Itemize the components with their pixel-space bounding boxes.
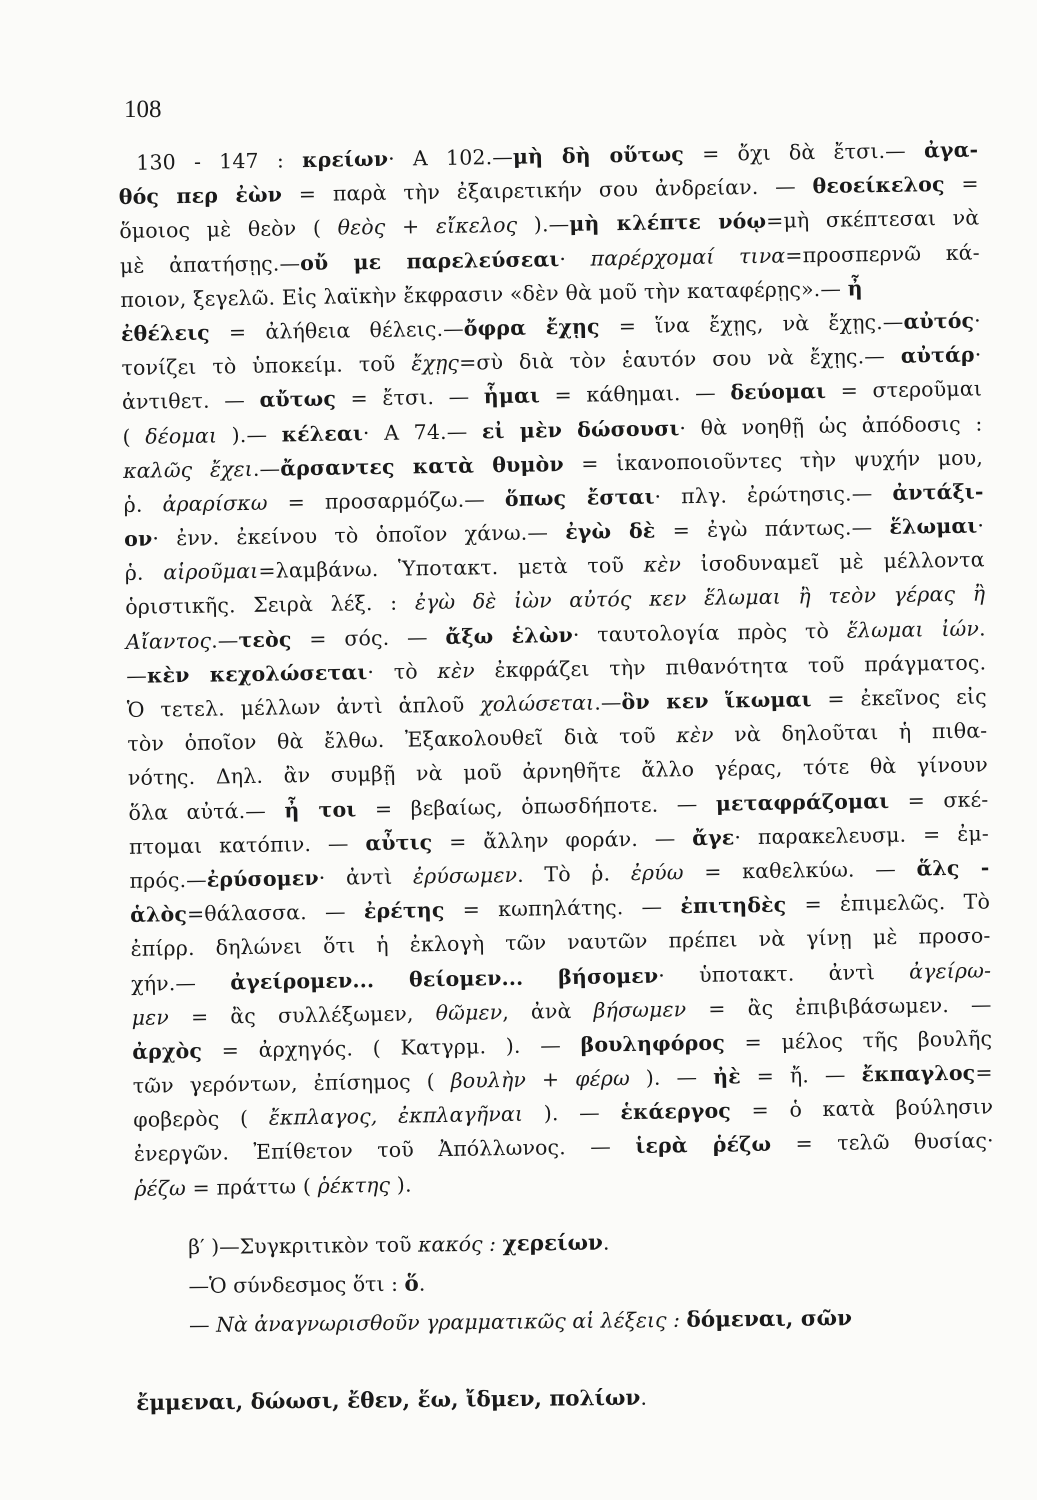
italic-term: θῶμεν — [435, 999, 503, 1025]
lemma-term: ἔκπαγλος — [861, 1060, 976, 1087]
lemma-term: ἐθέλεις — [120, 320, 211, 346]
text-run: ἐπίρρ. δηλώνει ὅτι ἡ ἐκλογὴ τῶν ναυτῶν πρέπει νὰ γίνῃ μὲ προσο- — [130, 923, 991, 962]
lemma-term: κὲν κεχολώσεται — [146, 659, 368, 688]
lemma-term: ον — [123, 526, 153, 552]
text-run: · — [559, 246, 591, 271]
text-run: = προσαρμόζω.— — [267, 486, 506, 515]
text-run: · παρακελευσμ. = ἐμ- — [734, 821, 990, 850]
text-run: =προσπερνῶ κά- — [785, 240, 980, 268]
text-run: = ἐπιμελῶς. Τὸ — [786, 889, 991, 917]
lemma-term: αὖτις — [365, 829, 433, 855]
text-run: · Α 74.— — [362, 418, 483, 445]
exercise-notes-continuation — [136, 1378, 896, 1421]
text-run: . — [640, 1385, 648, 1410]
italic-term: ἔχῃς — [411, 350, 460, 376]
text-run: πρός.— — [129, 867, 207, 893]
text-run: 130 - 147 : — [136, 148, 303, 175]
text-run: φοβερὸς ( — [133, 1106, 269, 1133]
lemma-term: δόμεναι, σῶν — [686, 1306, 853, 1333]
lemma-term: ἐγὼ δὲ — [565, 518, 656, 545]
text-run: τὸν ὁποῖον θὰ ἔλθω. Ἐξακολουθεῖ διὰ τοῦ — [127, 723, 677, 757]
text-run: =λαμβάνω. Ὑποτακτ. μετὰ τοῦ — [258, 553, 644, 584]
italic-term: κακός : — [417, 1231, 497, 1257]
text-run: ὅλα αὐτά.— — [128, 798, 285, 825]
lemma-term: ἅλς - — [916, 855, 990, 881]
text-run: · — [974, 342, 982, 367]
lemma-term: ἐρύσομεν — [206, 865, 319, 892]
text-run: — — [126, 663, 148, 688]
lemma-term: ἄγε — [691, 825, 735, 850]
lemma-term: ἀγα- — [923, 137, 979, 163]
text-run: ). — — [522, 1100, 621, 1127]
text-run: = ἂς συλλέξωμεν, — [168, 1000, 436, 1029]
text-run: · ἐνν. ἐκείνου τὸ ὁποῖον χάνω.— — [152, 520, 566, 551]
lemma-term: ἁλὸς — [129, 902, 188, 928]
text-run: .— — [594, 690, 622, 715]
text-run: = τελῶ θυσίας· — [770, 1128, 994, 1157]
text-run: = — [975, 1060, 993, 1085]
text-run: χήν.— — [130, 969, 231, 996]
text-run: ὁριστικῆς. Σειρὰ λέξ. : — [125, 590, 416, 620]
lemma-term: βουληφόρος — [580, 1030, 726, 1057]
lemma-term: μεταφράζομαι — [715, 788, 890, 816]
lemma-term: δεύομαι — [730, 379, 827, 405]
lemma-term: ὄφρα ἔχῃς — [463, 314, 600, 341]
text-run: = πράττω ( — [185, 1173, 318, 1200]
lemma-term: ἐπιτηδὲς — [680, 892, 787, 919]
italic-term: καλῶς ἔχει — [122, 456, 254, 483]
lemma-term: ἑκάεργος — [620, 1098, 732, 1125]
italic-term: κὲν — [437, 658, 475, 683]
text-run: τονίζει τὸ ὑποκείμ. τοῦ — [121, 351, 412, 381]
text-run: · τὸ — [367, 658, 438, 684]
italic-term: κὲν — [643, 552, 682, 578]
lemma-term: ὅ — [404, 1271, 419, 1297]
lemma-term: ἄξω ἑλὼν — [445, 622, 574, 649]
text-run: —Ὁ σύνδεσμος ὅτι : — [188, 1271, 405, 1298]
italic-term: ῥέκτης — [317, 1172, 391, 1198]
text-run: =θάλασσα. — — [186, 899, 365, 927]
text-run: · ὑποτακτ. ἀντὶ — [658, 959, 910, 988]
text-run: .— — [210, 627, 239, 653]
text-run: =σὺ διὰ τὸν ἑαυτόν σου νὰ ἔχῃς.— — [458, 343, 901, 375]
lemma-term: ἕλωμαι — [889, 513, 978, 539]
italic-term: Νὰ ἀναγνωρισθοῦν γραμματικῶς αἱ λέξεις : — [215, 1307, 681, 1337]
text-run: νότης. Δηλ. ἂν συμβῇ νὰ μοῦ ἀρνηθῆτε ἄλλο γέρας, τότε θὰ γίνουν — [127, 752, 989, 791]
italic-term: ἔκπλαγος, ἐκπλαγῆναι — [268, 1102, 524, 1131]
italic-term: κὲν — [676, 722, 714, 748]
text-run: = ὄχι δὰ ἔτσι.— — [683, 138, 925, 167]
lemma-term: μὴ κλέπτε νόῳ — [569, 209, 767, 237]
text-run: ὅμοιος μὲ θεὸν ( — [119, 215, 338, 244]
text-run: = ἄλλην φοράν. — — [432, 825, 693, 854]
lemma-term: ὅπως ἔσται — [504, 484, 655, 511]
text-run: τῶν γερόντων, ἐπίσημος ( — [132, 1068, 451, 1098]
lemma-term: οὔ με παρελεύσεαι — [299, 246, 560, 275]
italic-term: αἱροῦμαι — [163, 559, 259, 585]
text-run: — — [188, 1312, 217, 1337]
lemma-term: ἔμμεναι, δώωσι, ἔθεν, ἕω, ἴδμεν, πολίων — [136, 1385, 641, 1416]
commentary-body — [118, 132, 995, 1205]
text-run: · ταυτολογία πρὸς τὸ — [572, 618, 847, 647]
text-run: = κάθημαι. — — [539, 380, 731, 408]
text-run: πτομαι κατόπιν. — — [128, 830, 366, 859]
text-run: ῥ. — [123, 492, 163, 517]
lemma-term: αὐτός — [903, 308, 975, 334]
lemma-term: εἰ μὲν δώσουσι — [481, 415, 680, 443]
text-run: = σός. — — [291, 624, 446, 651]
lemma-term: ἠὲ — [712, 1064, 741, 1089]
italic-term: ἐρύσωμεν — [412, 862, 518, 889]
text-run: = βεβαίως, ὁπωσδήποτε. — — [356, 791, 717, 821]
italic-term: θεὸς + εἴκελος — [337, 213, 518, 240]
lemma-term: τεὸς — [238, 626, 292, 652]
text-run: μὲ ἀπατήσῃς.— — [119, 250, 301, 278]
lemma-term: ἄρσαντες κατὰ θυμὸν — [280, 451, 564, 481]
italic-term: ἀραρίσκω — [162, 490, 268, 517]
italic-term: ῥέζω — [134, 1175, 187, 1201]
lemma-term: ἀγείρομεν... θείομεν... βήσομεν — [230, 963, 659, 994]
lemma-term: αὐτάρ — [900, 342, 975, 368]
lemma-term: μὴ δὴ οὕτως — [512, 142, 685, 169]
text-run: · — [973, 308, 982, 333]
italic-term: χολώσεται — [480, 690, 595, 717]
text-run: = — [944, 171, 979, 197]
italic-term: δέομαι — [145, 422, 218, 449]
text-run: ἐκφράζει τὴν πιθανότητα τοῦ πράγματος. — [474, 650, 987, 683]
lemma-term: ὃν κεν ἵκωμαι — [621, 687, 812, 715]
exercise-notes — [188, 1220, 949, 1345]
lemma-term: ἀρχὸς — [132, 1038, 203, 1064]
lemma-term: ἐρέτης — [363, 898, 445, 924]
text-run: = ἤ. — — [740, 1062, 862, 1089]
lemma-term: κρείων — [301, 146, 389, 173]
text-run: = σκέ- — [888, 786, 989, 813]
text-run: . Τὸ ῥ. — [516, 860, 631, 887]
text-run: · πλγ. ἐρώτησις.— — [654, 480, 893, 509]
italic-term: ἐγὼ δὲ ἰὼν αὐτός κεν ἕλωμαι ἢ τεὸν γέρας ἢ — [414, 581, 986, 615]
text-run: = στεροῦμαι — [825, 376, 983, 404]
text-run: = καθελκύω. — — [683, 856, 917, 885]
text-run: · ἀντὶ — [318, 864, 414, 890]
text-run: ).— — [517, 212, 570, 238]
text-run: . — [978, 616, 986, 641]
italic-term: ἐρύω — [630, 860, 684, 885]
text-run: = κωπηλάτης. — — [444, 894, 681, 923]
text-run: · θὰ νοηθῇ ὡς ἀπόδοσις : — [679, 410, 983, 440]
lemma-term: χερείων — [502, 1230, 604, 1257]
lemma-term: κέλεαι — [281, 420, 364, 446]
italic-term: βουλὴν + φέρω — [450, 1066, 631, 1093]
text-run: ἀντιθετ. — — [121, 388, 260, 415]
lemma-term: ἱερὰ ῥέζω — [635, 1132, 772, 1159]
lemma-term: θεοείκελος — [812, 172, 945, 199]
text-run: νὰ δηλοῦται ἡ πιθα- — [713, 718, 988, 747]
text-run: = μέλος τῆς βουλῆς — [724, 1026, 993, 1055]
text-run: = ἐγὼ πάντως.— — [655, 514, 890, 543]
text-run: ).— — [216, 421, 282, 447]
text-run: ). — — [629, 1064, 714, 1091]
italic-term: Αἴαντος — [125, 628, 212, 654]
text-run: = ἂς ἐπιβιβάσωμεν. — — [686, 992, 992, 1021]
text-run: = παρὰ τὴν ἐξαιρετικήν σου ἀνδρείαν. — — [281, 174, 813, 207]
text-run: , ἀνὰ — [502, 998, 594, 1024]
lemma-term: αὔτως — [259, 386, 337, 413]
text-run: = ὁ κατὰ βούλησιν — [730, 1094, 994, 1123]
lemma-term: θός περ ἐὼν — [118, 182, 283, 210]
text-run: Ὁ τετελ. μέλλων ἀντὶ ἁπλοῦ — [126, 692, 481, 722]
text-run: ἐνεργῶν. Ἐπίθετον τοῦ Ἀπόλλωνος. — — [133, 1134, 636, 1167]
text-run: = ἱκανοποιοῦντες τὴν ψυχήν μου, — [563, 445, 984, 476]
text-run: .— — [252, 456, 281, 481]
italic-term: ἕλωμαι ἰών — [846, 616, 980, 643]
lemma-term: ἀντάξι- — [892, 479, 984, 505]
lemma-term: ἦ — [847, 276, 863, 301]
page-number: 108 — [124, 96, 162, 123]
text-run: = ἔτσι. — — [335, 384, 484, 411]
text-run: = ἐκεῖνος εἰς — [811, 684, 987, 712]
italic-term: παρέρχομαί τινα — [590, 243, 786, 271]
italic-term: βήσωμεν — [593, 996, 687, 1023]
text-run: =μὴ σκέπτεσαι νὰ — [765, 205, 980, 234]
text-run: . — [602, 1230, 610, 1255]
text-run: · Α 102.— — [387, 144, 514, 171]
text-run: β′ )—Συγκριτικὸν τοῦ — [188, 1232, 419, 1259]
text-run: ). — [389, 1172, 412, 1197]
lemma-term: ἦ τοι — [284, 796, 357, 823]
text-run: ( — [122, 424, 146, 449]
text-run: = ἵνα ἔχῃς, νὰ ἔχῃς.— — [599, 309, 904, 339]
italic-term: ἀγείρω- — [908, 957, 992, 984]
italic-term: μεν — [131, 1004, 170, 1030]
note-line — [189, 1298, 949, 1345]
text-run: ῥ. — [124, 560, 164, 586]
text-run: ποιον, ξεγελῶ. Εἰς λαϊκὴν ἔκφρασιν «δὲν θὰ μοῦ τὴν καταφέρῃς».— — [120, 276, 848, 312]
text-run: = ἀρχηγός. ( Κατγρμ. ). — — [201, 1032, 581, 1063]
text-run: = ἀλήθεια θέλεις.— — [209, 316, 464, 345]
text-run: . — [418, 1271, 426, 1296]
lemma-term: ἧμαι — [483, 383, 541, 409]
text-run: ἰσοδυναμεῖ μὲ μέλλοντα — [680, 547, 985, 577]
text-run: · — [977, 513, 985, 538]
